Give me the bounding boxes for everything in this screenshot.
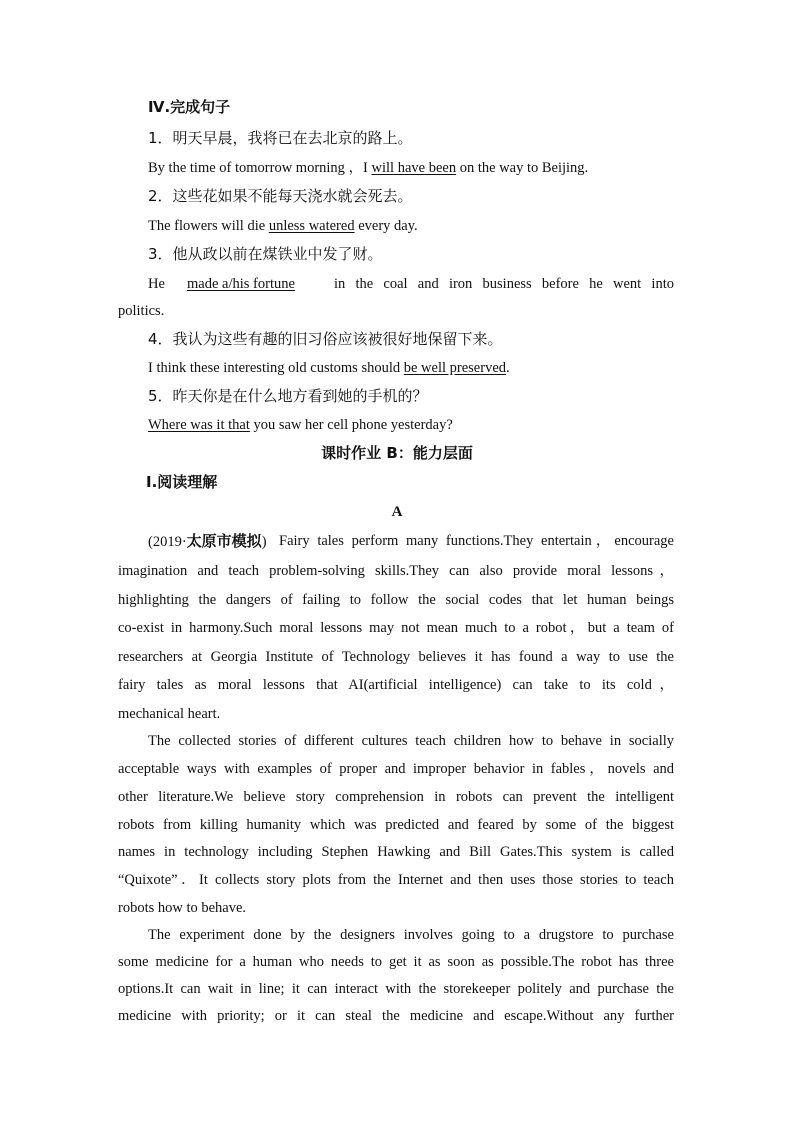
paragraph-3-line-4: medicine with priority; or it can steal the medicine and escape.Without any further bbox=[118, 1008, 674, 1024]
question-3-answer: made a/his fortune bbox=[187, 276, 295, 292]
question-5-english bbox=[148, 415, 453, 435]
question-3-text-after: in the coal and iron business before he went into bbox=[334, 276, 674, 292]
question-3-continuation: politics. bbox=[118, 303, 165, 319]
paragraph-2-line-6: “Quixote”．It collects story plots from the Internet and then uses those stories to teach bbox=[118, 872, 674, 888]
question-4-text-before: I think these interesting old customs should bbox=[148, 360, 404, 376]
question-2-chinese: 2．这些花如果不能每天浇水就会死去。 bbox=[148, 187, 413, 205]
question-2-text-after: every day. bbox=[354, 218, 418, 234]
paragraph-2-line-1: The collected stories of different cultures teach children how to behave in socially bbox=[148, 733, 674, 749]
paragraph-1-line-5: researchers at Georgia Institute of Technology believes it has found a way to use the bbox=[118, 649, 674, 665]
paragraph-1-line-1: Fairy tales perform many functions.They entertain，encourage bbox=[279, 533, 674, 549]
question-4-answer: be well preserved bbox=[403, 360, 507, 376]
question-1-answer: will have been bbox=[371, 160, 457, 176]
section-title-complete-sentences: Ⅳ.完成句子 bbox=[148, 98, 231, 116]
question-2-english bbox=[148, 216, 418, 236]
paragraph-1-line-7: mechanical heart. bbox=[118, 706, 221, 722]
question-3-chinese: 3．他从政以前在煤铁业中发了财。 bbox=[148, 245, 383, 263]
paragraph-1-line-2: imagination and teach problem-solving skills.They can also provide moral lessons， bbox=[118, 563, 674, 579]
question-2-answer: unless watered bbox=[268, 218, 355, 234]
section-title-reading: Ⅰ.阅读理解 bbox=[146, 473, 218, 491]
paragraph-1-line-3: highlighting the dangers of failing to follow the social codes that let human beings bbox=[118, 592, 674, 608]
paragraph-2-line-3: other literature.We believe story comprehension in robots can prevent the intelligent bbox=[118, 789, 674, 805]
section-b-heading: 课时作业 B：能力层面 bbox=[321, 444, 473, 462]
question-5-answer: Where was it that bbox=[148, 417, 250, 433]
question-4-chinese: 4．我认为这些有趣的旧习俗应该被很好地保留下来。 bbox=[148, 330, 503, 348]
question-1-text-before: By the time of tomorrow morning ，I bbox=[148, 160, 372, 176]
question-1-english bbox=[148, 158, 588, 178]
paragraph-2-line-5: names in technology including Stephen Hawking and Bill Gates.This system is called bbox=[118, 844, 674, 860]
paragraph-2-line-2: acceptable ways with examples of proper and improper behavior in fables，novels and bbox=[118, 761, 674, 777]
passage-source: (2019·太原市模拟) bbox=[148, 532, 267, 550]
paragraph-3-line-1: The experiment done by the designers involves going to a drugstore to purchase bbox=[148, 927, 674, 943]
source-city: 太原市模拟 bbox=[186, 532, 262, 550]
question-4-text-after: . bbox=[506, 360, 510, 376]
paragraph-1-line-4: co-exist in harmony.Such moral lessons may not mean much to a robot，but a team of bbox=[118, 620, 674, 636]
paragraph-1-line-6: fairy tales as moral lessons that AI(artificial intelligence) can take to its cold， bbox=[118, 677, 674, 693]
question-1-text-after: on the way to Beijing. bbox=[456, 160, 589, 176]
question-3-english bbox=[148, 274, 165, 294]
question-1-chinese: 1．明天早晨，我将已在去北京的路上。 bbox=[148, 129, 413, 147]
paragraph-3-line-3: options.It can wait in line; it can interact with the storekeeper politely and purchase the bbox=[118, 981, 674, 997]
passage-label: A bbox=[391, 504, 403, 520]
paragraph-2-line-7: robots how to behave. bbox=[118, 900, 247, 916]
question-5-text-after: you saw her cell phone yesterday? bbox=[249, 417, 453, 433]
question-3-text-before: He bbox=[148, 276, 165, 292]
paragraph-3-line-2: some medicine for a human who needs to get it as soon as possible.The robot has three bbox=[118, 954, 674, 970]
question-4-english bbox=[148, 358, 510, 378]
question-5-chinese: 5．昨天你是在什么地方看到她的手机的？ bbox=[148, 387, 428, 405]
question-3-answer-wrap bbox=[187, 274, 295, 294]
question-2-text-before: The flowers will die bbox=[148, 218, 269, 234]
paragraph-2-line-4: robots from killing humanity which was predicted and feared by some of the biggest bbox=[118, 817, 674, 833]
source-prefix: (2019· bbox=[148, 534, 187, 550]
